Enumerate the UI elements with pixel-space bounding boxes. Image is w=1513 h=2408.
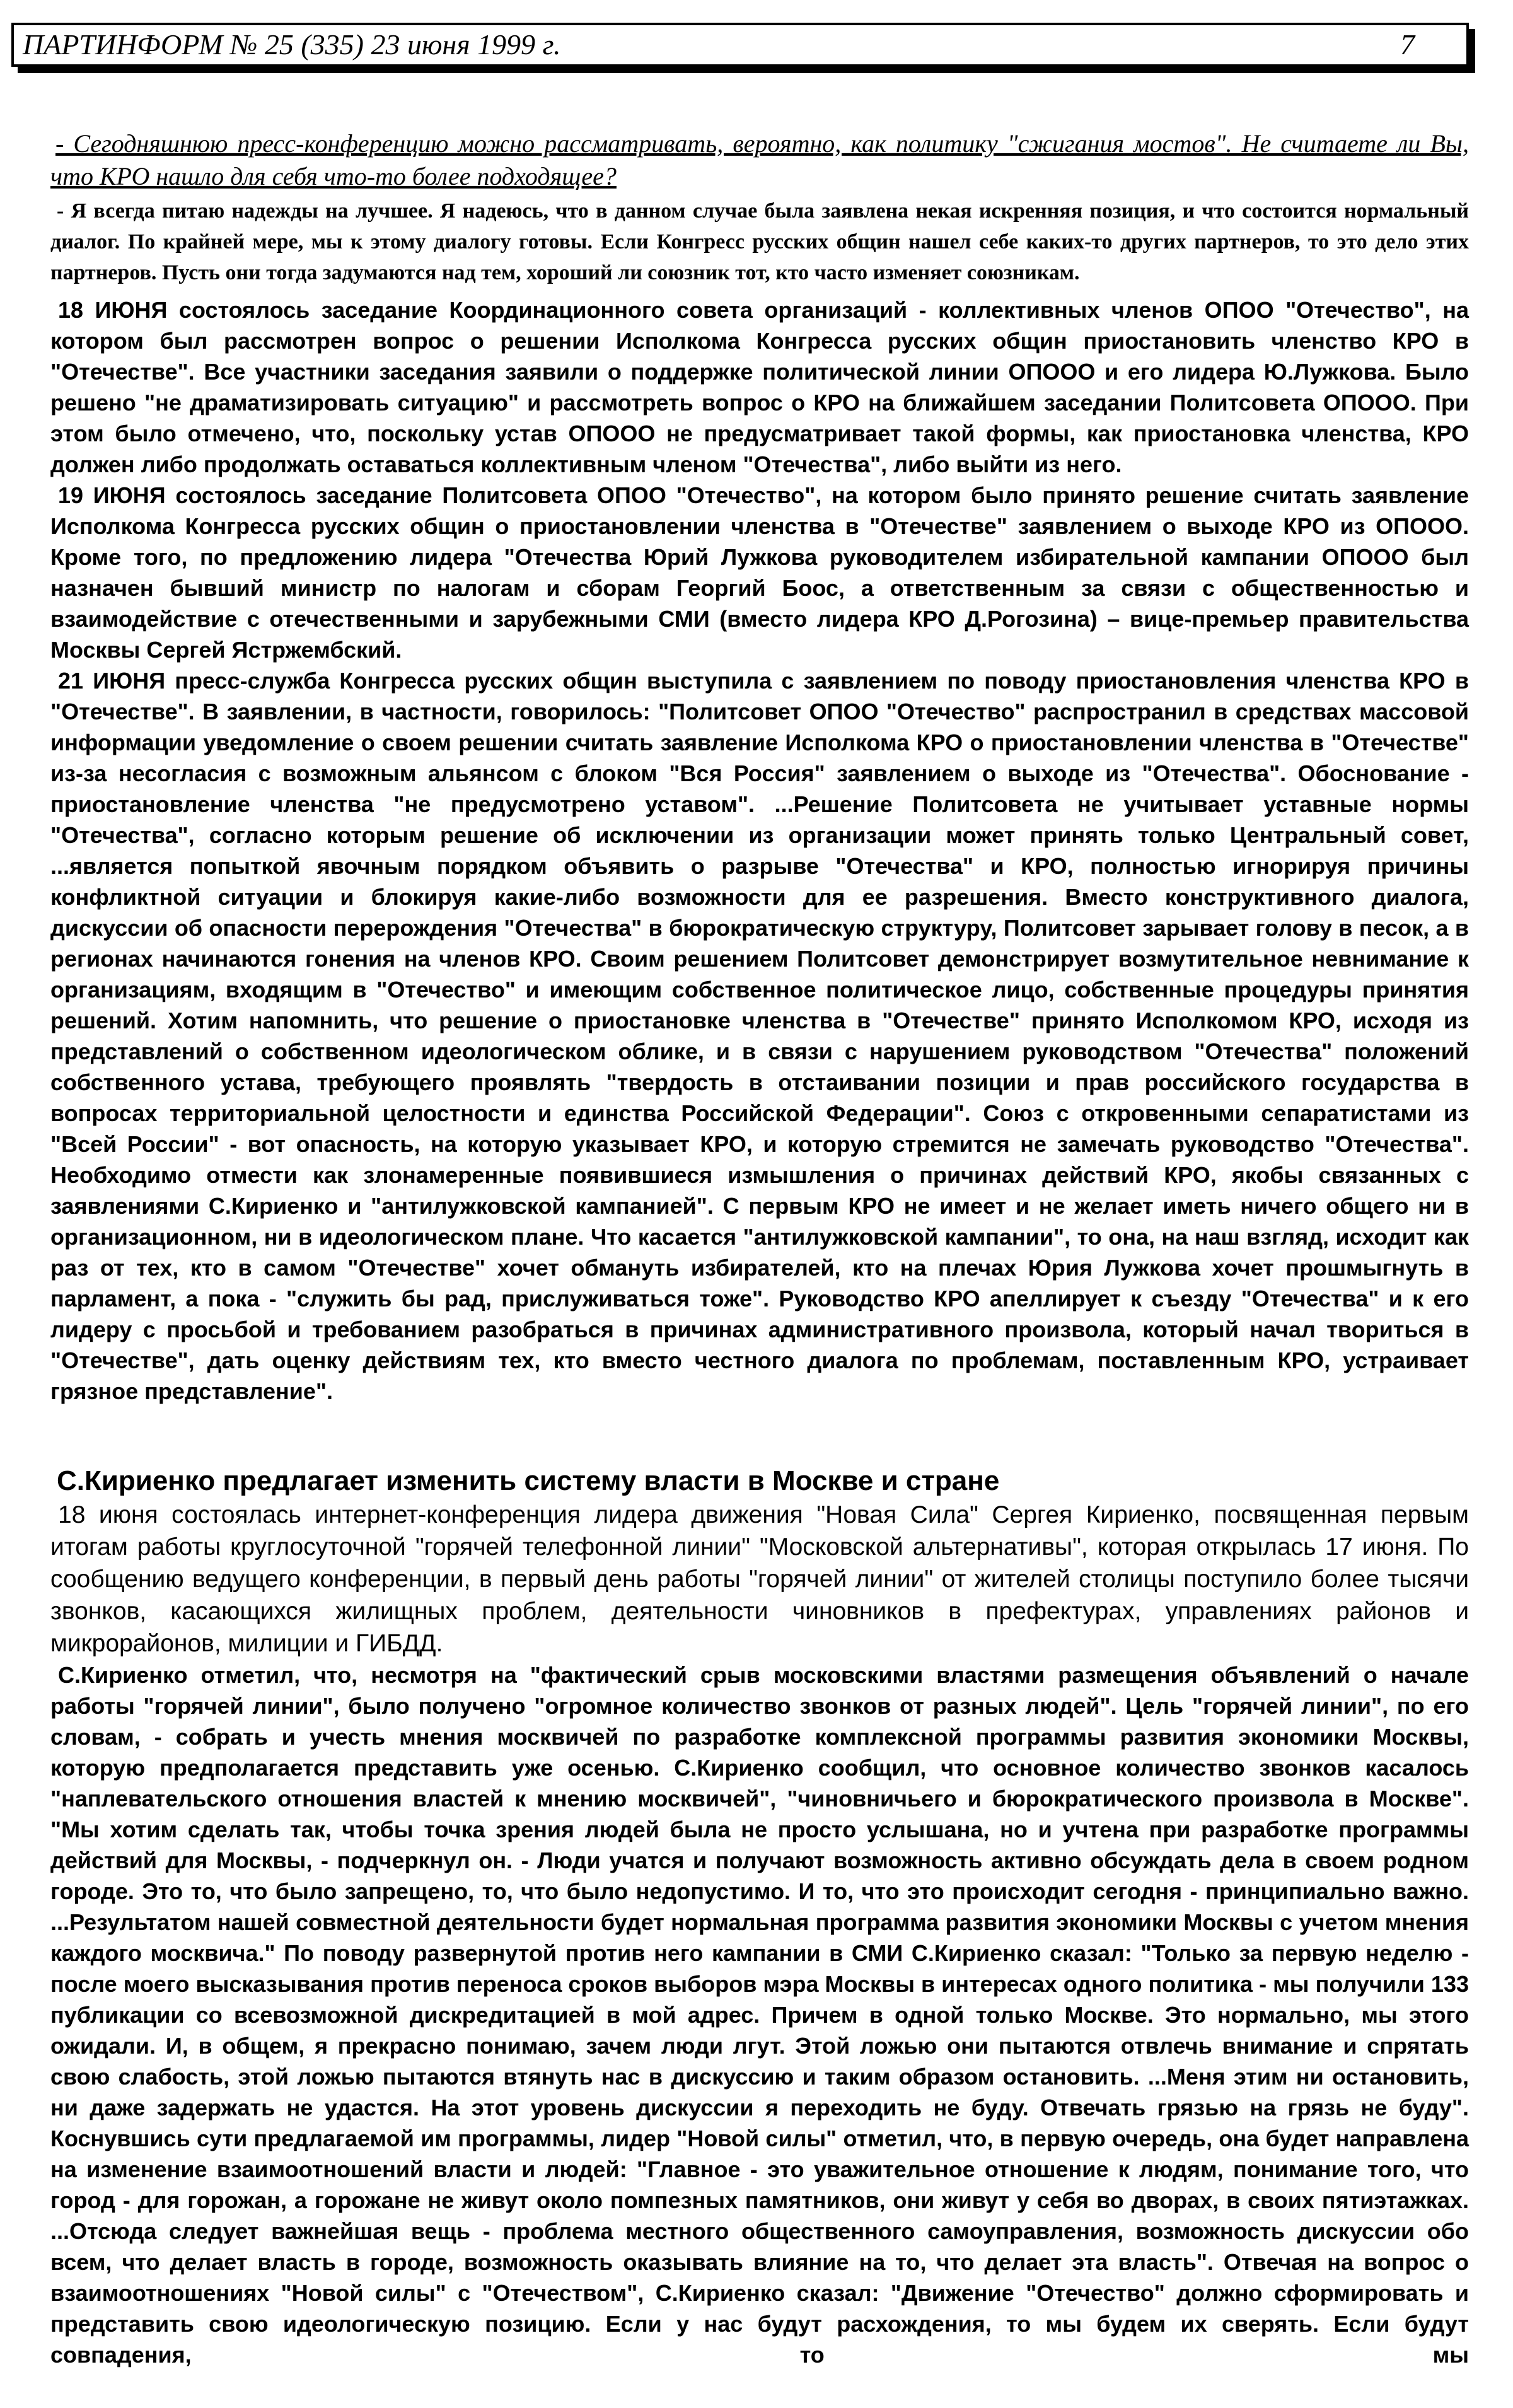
article-lead: 18 июня состоялась интернет-конференция лидера движения "Новая Сила" Сергея Кириенко, посвященная первым итогам работы круглосуточной "горячей телефонной линии" "Московской альтернативы", которая открылась 17 июня. По сообщению ведущего конференции, в первый день работы "горячей линии" от жителей столицы поступило более тысячи звонков, касающихся жилищных проблем, деятельности чиновников в префектурах, управлениях районов и микрорайонов, милиции и ГИБДД. [50, 1501, 1469, 1657]
interview-question: - Сегодняшнюю пресс-конференцию можно рассматривать, вероятно, как политику "сжигания мостов". Не считаете ли Вы, что КРО нашло для себя что-то более подходящее? [50, 129, 1469, 190]
article-body: С.Кириенко отметил, что, несмотря на "фактический срыв московскими властями размещения объявлений о начале работы "горячей линии", было получено "огромное количество звонков от разных людей". Цель "горячей линии", по его словам, - собрать и учесть мнения москвичей по разработке комплексной программы развития экономики Москвы, которую предполагается представить уже осенью. С.Кириенко сообщил, что основное количество звонков касалось "наплевательского отношения властей к мнению москвичей", "чиновничьего и бюрократического произвола в Москве". "Мы хотим сделать так, чтобы точка зрения людей была не просто услышана, но и учтена при разработке программы действий для Москвы, - подчеркнул он. - Люди учатся и получают возможность активно обсуждать дела в своем родном городе. Это то, что было запрещено, то, что было недопустимо. И то, что это происходит сегодня - принципиально важно. ...Результатом нашей совместной деятельности будет нормальная программа развития экономики Москвы с учетом мнения каждого москвича." По поводу развернутой против него кампании в СМИ С.Кириенко сказал: "Только за первую неделю - после моего высказывания против переноса сроков выборов мэра Москвы в интересах одного политика - мы получили 133 публикации со всевозможной дискредитацией в мой адрес. Причем в одной только Москве. Это нормально, мы этого ожидали. И, в общем, я прекрасно понимаю, зачем люди лгут. Этой ложью они пытаются отвлечь внимание и спрятать свою слабость, этой ложью пытаются втянуть нас в дискуссию и таким образом остановить. ...Меня этим ни остановить, ни даже задержать не удастся. На этот уровень дискуссии я переходить не буду. Отвечать грязью на грязь не буду". Коснувшись сути предлагаемой им программы, лидер "Новой силы" отметил, что, в первую очередь, она будет направлена на изменение взаимоотношений власти и людей: "Главное - это уважительное отношение к людям, понимание того, что город - для горожан, а горожане не живут около помпезных памятников, они живут у себя во дворах, в своих пятиэтажках. ...Отсюда следует важнейшая вещь - проблема местного общественного самоуправления, возможность дискуссии обо всем, что делает власть в городе, возможность оказывать влияние на то, что делает эта власть". Отвечая на вопрос о взаимоотношениях "Новой силы" с "Отечеством", С.Кириенко сказал: "Движение "Отечество" должно сформировать и представить свою идеологическую позицию. Если у нас будут расхождения, то мы будем их сверять. Если будут совпадения, то мы [50, 1662, 1469, 2368]
chronicle-block [50, 294, 1469, 1407]
page-header [11, 23, 1469, 67]
page-number: 7 [1400, 28, 1415, 61]
chronicle-paragraph: 21 ИЮНЯ пресс-служба Конгресса русских общин выступила с заявлением по поводу приостановления членства КРО в "Отечестве". В заявлении, в частности, говорилось: "Политсовет ОПОО "Отечество" распространил в средствах массовой информации уведомление о своем решении считать заявление Исполкома КРО о приостановлении членства в "Отечестве" из-за несогласия с возможным альянсом с блоком "Вся Россия" заявлением о выходе из "Отечества". Обоснование - приостановление членства "не предусмотрено уставом". ...Решение Политсовета не учитывает уставные нормы "Отечества", согласно которым решение об исключении из организации может принять только Центральный совет, ...является попыткой явочным порядком объявить о разрыве "Отечества" и КРО, полностью игнорируя причины конфликтной ситуации и блокируя какие-либо возможности для ее разрешения. Вместо конструктивного диалога, дискуссии об опасности перерождения "Отечества" в бюрократическую структуру, Политсовет зарывает голову в песок, а в регионах начинаются гонения на членов КРО. Своим решением Политсовет демонстрирует возмутительное невнимание к организациям, входящим в "Отечество" и имеющим собственное политическое лицо, собственные процедуры принятия решений. Хотим напомнить, что решение о приостановке членства в "Отечестве" принято Исполкомом КРО, исходя из представлений о собственном идеологическом облике, и в связи с нарушением руководством "Отечества" положений собственного устава, требующего проявлять "твердость в отстаивании позиции и прав российского государства в вопросах территориальной целостности и единства Российской Федерации". Союз с откровенными сепаратистами из "Всей России" - вот опасность, на которую указывает КРО, и которую стремится не замечать руководство "Отечества". Необходимо отмести как злонамеренные появившиеся измышления о причинах действий КРО, якобы связанных с заявлениями С.Кириенко и "антилужковской кампанией". С первым КРО не имеет и не желает иметь ничего общего ни в организационном, ни в идеологическом плане. Что касается "антилужковской кампании", то она, на наш взгляд, исходит как раз от тех, кто в самом "Отечестве" хочет обмануть избирателей, кто на плечах Юрия Лужкова хочет прошмыгнуть в парламент, а пока - "служить бы рад, прислуживаться тоже". Руководство КРО апеллирует к съезду "Отечества" и к его лидеру с просьбой и требованием разобраться в причинах административного произвола, который начал твориться в "Отечестве", дать оценку действиям тех, кто вместо честного диалога по проблемам, поставленным КРО, устраивает грязное представление". [50, 668, 1469, 1404]
chronicle-paragraph: 19 ИЮНЯ состоялось заседание Политсовета ОПОО "Отечество", на котором было принято решение считать заявление Исполкома Конгресса русских общин о приостановлении членства в "Отечестве" заявлением о выходе КРО из ОПООО. Кроме того, по предложению лидера "Отечества Юрий Лужкова руководителем избирательной кампании ОПООО был назначен бывший министр по налогам и сборам Георгий Боос, а ответственным за связи с общественностью и взаимодействие с отечественными и зарубежными СМИ (вместо лидера КРО Д.Рогозина) – вице-премьер правительства Москвы Сергей Ястржембский. [50, 482, 1469, 663]
article [50, 1463, 1469, 2408]
article-title: С.Кириенко предлагает изменить систему власти в Москве и стране [57, 1465, 1000, 1496]
publication-title: ПАРТИНФОРМ № 25 (335) 23 июня 1999 г. [23, 28, 561, 61]
chronicle-paragraph: 18 ИЮНЯ состоялось заседание Координационного совета организаций - коллективных членов ОПОО "Отечество", на котором был рассмотрен вопрос о решении Исполкома Конгресса русских общин приостановить членство КРО в "Отечестве". Все участники заседания заявили о поддержке политической линии ОПООО и его лидера Ю.Лужкова. Было решено "не драматизировать ситуацию" и рассмотреть вопрос о КРО на ближайшем заседании Политсовета ОПООО. При этом было отмечено, что, поскольку устав ОПООО не предусматривает такой формы, как приостановка членства, КРО должен либо продолжать оставаться коллективным членом "Отечества", либо выйти из него. [50, 297, 1469, 477]
interview-answer: - Я всегда питаю надежды на лучшее. Я надеюсь, что в данном случае была заявлена некая искренняя позиция, и что состоится нормальный диалог. По крайней мере, мы к этому диалогу готовы. Если Конгресс русских общин нашел себе каких-то других партнеров, то это дело этих партнеров. Пусть они тогда задумаются над тем, хороший ли союзник тот, кто часто изменяет союзникам. [50, 199, 1469, 284]
interview-block [50, 127, 1469, 288]
